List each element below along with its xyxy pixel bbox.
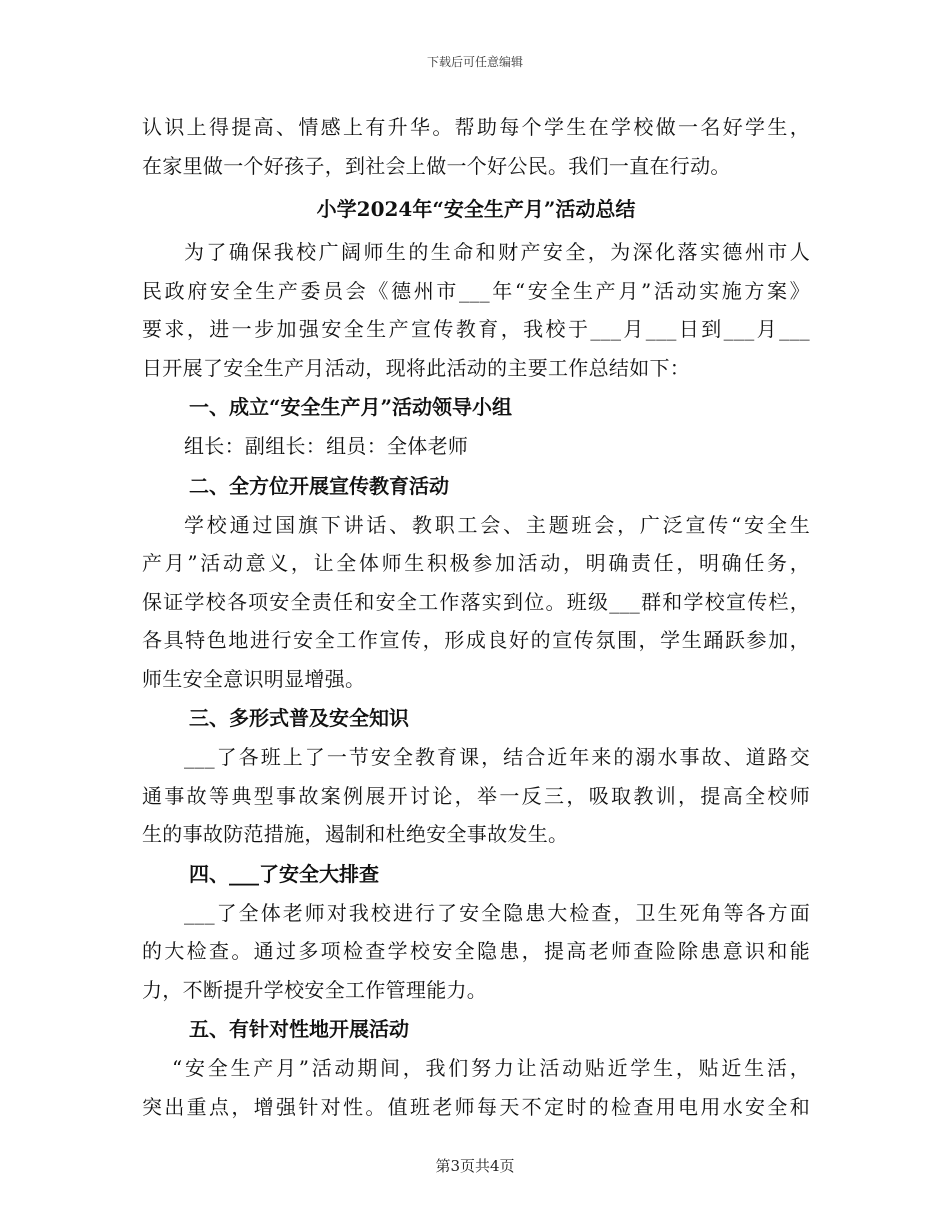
para4-line-1: ___了各班上了一节安全教育课，结合近年来的溺水事故、道路交 [184,745,810,769]
para3-line-5: 师生安全意识明显增强。 [142,666,366,691]
page-header: 下载后可任意编辑 [426,55,523,69]
para5-line-1: ___了全体老师对我校进行了安全隐患大检查，卫生死角等各方面 [184,900,810,925]
section-heading-1: 一、成立“安全生产月”活动领导小组 [189,395,513,419]
para5-line-3: 力，不断提升学校安全工作管理能力。 [142,977,488,1002]
para6-line-1: “安全生产月”活动期间，我们努力让活动贴近学生，贴近生活， [172,1056,810,1080]
para1-line-4: 日开展了安全生产月活动，现将此活动的主要工作总结如下： [142,355,691,380]
section-heading-3: 三、多形式普及安全知识 [189,706,409,730]
para2-line-1: 组长：副组长：组员：全体老师 [184,434,469,458]
para3-line-1: 学校通过国旗下讲话、教职工会、主题班会，广泛宣传“安全生 [184,512,810,537]
page-footer: 第3页共4页 [435,1157,515,1175]
para1-line-3: 要求，进一步加强安全生产宣传教育，我校于___月___日到___月___ [142,317,810,341]
para1-line-2: 民政府安全生产委员会《德州市___年“安全生产月”活动实施方案》 [142,278,810,303]
para5-line-2: 的大检查。通过多项检查学校安全隐患，提高老师查险除患意识和能 [142,939,810,963]
section-heading-4: 四、___了安全大排查 [189,861,379,886]
document-title: 小学2024年“安全生产月”活动总结 [316,197,636,221]
intro-line-2: 在家里做一个好孩子，到社会上做一个好公民。我们一直在行动。 [142,153,731,178]
para4-line-2: 通事故等典型事故案例展开讨论，举一反三，吸取教训，提高全校师 [142,783,810,808]
para4-line-3: 生的事故防范措施，遏制和杜绝安全事故发生。 [142,822,569,846]
document-body [142,108,810,1126]
para3-line-3: 保证学校各项安全责任和安全工作落实到位。班级___群和学校宣传栏， [142,589,810,614]
para6-line-2: 突出重点，增强针对性。值班老师每天不定时的检查用电用水安全和 [142,1094,810,1119]
intro-line-1: 认识上得提高、情感上有升华。帮助每个学生在学校做一名好学生， [142,115,810,139]
para3-line-4: 各具特色地进行安全工作宣传，形成良好的宣传氛围，学生踊跃参加， [142,628,810,652]
para1-line-1: 为了确保我校广阔师生的生命和财产安全，为深化落实德州市人 [184,240,810,264]
section-heading-5: 五、有针对性地开展活动 [189,1017,409,1041]
section-heading-2: 二、全方位开展宣传教育活动 [189,473,449,498]
para3-line-2: 产月”活动意义，让全体师生积极参加活动，明确责任，明确任务， [142,551,810,575]
